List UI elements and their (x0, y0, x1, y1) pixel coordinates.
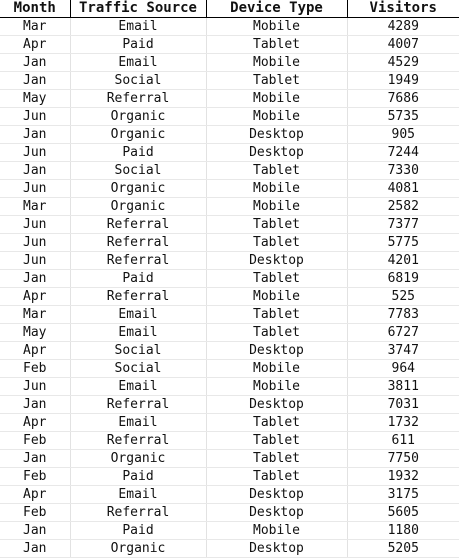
cell-visitors[interactable]: 6819 (347, 270, 459, 288)
cell-visitors[interactable]: 3175 (347, 486, 459, 504)
cell-month[interactable]: Feb (0, 504, 70, 522)
table-row (0, 18, 459, 36)
cell-month[interactable]: Jun (0, 108, 70, 126)
cell-month[interactable]: Apr (0, 414, 70, 432)
table-row (0, 72, 459, 90)
table-row (0, 126, 459, 144)
cell-visitors[interactable]: 4201 (347, 252, 459, 270)
cell-month[interactable]: Jan (0, 126, 70, 144)
cell-device-type[interactable]: Mobile (206, 378, 347, 396)
cell-device-type[interactable]: Mobile (206, 522, 347, 540)
cell-traffic-source[interactable]: Social (70, 72, 206, 90)
cell-month[interactable]: Apr (0, 288, 70, 306)
cell-visitors[interactable]: 611 (347, 432, 459, 450)
cell-month[interactable]: Jun (0, 234, 70, 252)
cell-visitors[interactable]: 1949 (347, 72, 459, 90)
cell-month[interactable]: Feb (0, 360, 70, 378)
cell-month[interactable]: Jun (0, 378, 70, 396)
cell-visitors[interactable]: 905 (347, 126, 459, 144)
table-row (0, 144, 459, 162)
cell-traffic-source[interactable]: Paid (70, 270, 206, 288)
cell-visitors[interactable]: 4007 (347, 36, 459, 54)
cell-traffic-source[interactable]: Organic (70, 108, 206, 126)
cell-month[interactable]: Jun (0, 144, 70, 162)
cell-visitors[interactable]: 5735 (347, 108, 459, 126)
cell-device-type[interactable]: Tablet (206, 450, 347, 468)
cell-traffic-source[interactable]: Social (70, 162, 206, 180)
cell-device-type[interactable]: Tablet (206, 306, 347, 324)
cell-device-type[interactable]: Desktop (206, 144, 347, 162)
cell-traffic-source[interactable]: Paid (70, 36, 206, 54)
cell-visitors[interactable]: 7031 (347, 396, 459, 414)
cell-visitors[interactable]: 4529 (347, 54, 459, 72)
table-row (0, 54, 459, 72)
table-row (0, 486, 459, 504)
cell-month[interactable]: Feb (0, 468, 70, 486)
table-row (0, 378, 459, 396)
cell-visitors[interactable]: 4081 (347, 180, 459, 198)
cell-traffic-source[interactable]: Email (70, 486, 206, 504)
cell-visitors[interactable]: 4289 (347, 18, 459, 36)
cell-device-type[interactable]: Mobile (206, 90, 347, 108)
table-row (0, 450, 459, 468)
cell-traffic-source[interactable]: Email (70, 378, 206, 396)
cell-month[interactable]: Mar (0, 306, 70, 324)
column-header-visitors[interactable]: Visitors (347, 0, 459, 18)
cell-device-type[interactable]: Mobile (206, 18, 347, 36)
cell-device-type[interactable]: Tablet (206, 216, 347, 234)
cell-month[interactable]: Jun (0, 180, 70, 198)
table-row (0, 36, 459, 54)
cell-visitors[interactable]: 5205 (347, 540, 459, 558)
cell-traffic-source[interactable]: Organic (70, 450, 206, 468)
cell-device-type[interactable]: Desktop (206, 486, 347, 504)
cell-month[interactable]: Jan (0, 522, 70, 540)
table-row (0, 252, 459, 270)
cell-traffic-source[interactable]: Referral (70, 432, 206, 450)
cell-month[interactable]: Mar (0, 18, 70, 36)
column-header-device-type[interactable]: Device Type (206, 0, 347, 18)
cell-month[interactable]: May (0, 324, 70, 342)
cell-device-type[interactable]: Tablet (206, 162, 347, 180)
cell-traffic-source[interactable]: Social (70, 342, 206, 360)
cell-traffic-source[interactable]: Paid (70, 468, 206, 486)
cell-traffic-source[interactable]: Organic (70, 126, 206, 144)
cell-traffic-source[interactable]: Referral (70, 90, 206, 108)
cell-device-type[interactable]: Desktop (206, 396, 347, 414)
cell-traffic-source[interactable]: Email (70, 306, 206, 324)
cell-device-type[interactable]: Desktop (206, 126, 347, 144)
table-row (0, 306, 459, 324)
cell-traffic-source[interactable]: Referral (70, 504, 206, 522)
table-row (0, 504, 459, 522)
cell-device-type[interactable]: Mobile (206, 360, 347, 378)
table-row (0, 432, 459, 450)
cell-traffic-source[interactable]: Referral (70, 234, 206, 252)
cell-device-type[interactable]: Tablet (206, 270, 347, 288)
cell-device-type[interactable]: Tablet (206, 432, 347, 450)
cell-month[interactable]: Jun (0, 252, 70, 270)
cell-traffic-source[interactable]: Referral (70, 216, 206, 234)
cell-visitors[interactable]: 7783 (347, 306, 459, 324)
cell-device-type[interactable]: Desktop (206, 540, 347, 558)
cell-month[interactable]: Feb (0, 432, 70, 450)
table-row (0, 198, 459, 216)
cell-traffic-source[interactable]: Organic (70, 198, 206, 216)
cell-device-type[interactable]: Desktop (206, 504, 347, 522)
cell-traffic-source[interactable]: Referral (70, 252, 206, 270)
cell-device-type[interactable]: Desktop (206, 342, 347, 360)
cell-device-type[interactable]: Desktop (206, 252, 347, 270)
cell-device-type[interactable]: Tablet (206, 324, 347, 342)
cell-device-type[interactable]: Mobile (206, 108, 347, 126)
table-row (0, 468, 459, 486)
cell-month[interactable]: Jan (0, 162, 70, 180)
cell-device-type[interactable]: Mobile (206, 180, 347, 198)
cell-visitors[interactable]: 2582 (347, 198, 459, 216)
cell-traffic-source[interactable]: Email (70, 414, 206, 432)
cell-visitors[interactable]: 1932 (347, 468, 459, 486)
cell-visitors[interactable]: 3747 (347, 342, 459, 360)
cell-month[interactable]: Apr (0, 486, 70, 504)
cell-traffic-source[interactable]: Referral (70, 288, 206, 306)
table-row (0, 288, 459, 306)
cell-visitors[interactable]: 7686 (347, 90, 459, 108)
cell-device-type[interactable]: Mobile (206, 54, 347, 72)
cell-device-type[interactable]: Tablet (206, 234, 347, 252)
cell-month[interactable]: Jan (0, 54, 70, 72)
table-row (0, 324, 459, 342)
cell-device-type[interactable]: Tablet (206, 468, 347, 486)
cell-visitors[interactable]: 7750 (347, 450, 459, 468)
table-row (0, 342, 459, 360)
table-row (0, 90, 459, 108)
cell-traffic-source[interactable]: Organic (70, 540, 206, 558)
cell-device-type[interactable]: Mobile (206, 288, 347, 306)
cell-month[interactable]: May (0, 90, 70, 108)
cell-device-type[interactable]: Mobile (206, 198, 347, 216)
cell-visitors[interactable]: 3811 (347, 378, 459, 396)
table-body (0, 18, 459, 558)
column-header-month[interactable]: Month (0, 0, 70, 18)
cell-device-type[interactable]: Tablet (206, 36, 347, 54)
cell-traffic-source[interactable]: Referral (70, 396, 206, 414)
cell-month[interactable]: Apr (0, 342, 70, 360)
cell-visitors[interactable]: 525 (347, 288, 459, 306)
cell-traffic-source[interactable]: Email (70, 18, 206, 36)
column-header-traffic-source[interactable]: Traffic Source (70, 0, 206, 18)
table-row (0, 270, 459, 288)
cell-visitors[interactable]: 7330 (347, 162, 459, 180)
cell-visitors[interactable]: 7377 (347, 216, 459, 234)
cell-visitors[interactable]: 5605 (347, 504, 459, 522)
cell-month[interactable]: Apr (0, 36, 70, 54)
cell-traffic-source[interactable]: Email (70, 54, 206, 72)
table-row (0, 162, 459, 180)
cell-month[interactable]: Jan (0, 270, 70, 288)
cell-visitors[interactable]: 6727 (347, 324, 459, 342)
header-row (0, 0, 459, 18)
cell-visitors[interactable]: 964 (347, 360, 459, 378)
cell-month[interactable]: Jan (0, 396, 70, 414)
cell-visitors[interactable]: 7244 (347, 144, 459, 162)
table-row (0, 180, 459, 198)
cell-visitors[interactable]: 5775 (347, 234, 459, 252)
cell-traffic-source[interactable]: Organic (70, 180, 206, 198)
table-row (0, 360, 459, 378)
cell-traffic-source[interactable]: Email (70, 324, 206, 342)
table-row (0, 396, 459, 414)
table-row (0, 234, 459, 252)
cell-visitors[interactable]: 1732 (347, 414, 459, 432)
cell-traffic-source[interactable]: Social (70, 360, 206, 378)
cell-month[interactable]: Jan (0, 72, 70, 90)
cell-traffic-source[interactable]: Paid (70, 144, 206, 162)
table-row (0, 522, 459, 540)
table-row (0, 414, 459, 432)
table-row (0, 216, 459, 234)
cell-traffic-source[interactable]: Paid (70, 522, 206, 540)
cell-month[interactable]: Mar (0, 198, 70, 216)
cell-month[interactable]: Jan (0, 540, 70, 558)
cell-device-type[interactable]: Tablet (206, 72, 347, 90)
cell-device-type[interactable]: Tablet (206, 414, 347, 432)
table-header (0, 0, 459, 18)
cell-visitors[interactable]: 1180 (347, 522, 459, 540)
cell-month[interactable]: Jun (0, 216, 70, 234)
table-row (0, 540, 459, 558)
cell-month[interactable]: Jan (0, 450, 70, 468)
table-row (0, 108, 459, 126)
